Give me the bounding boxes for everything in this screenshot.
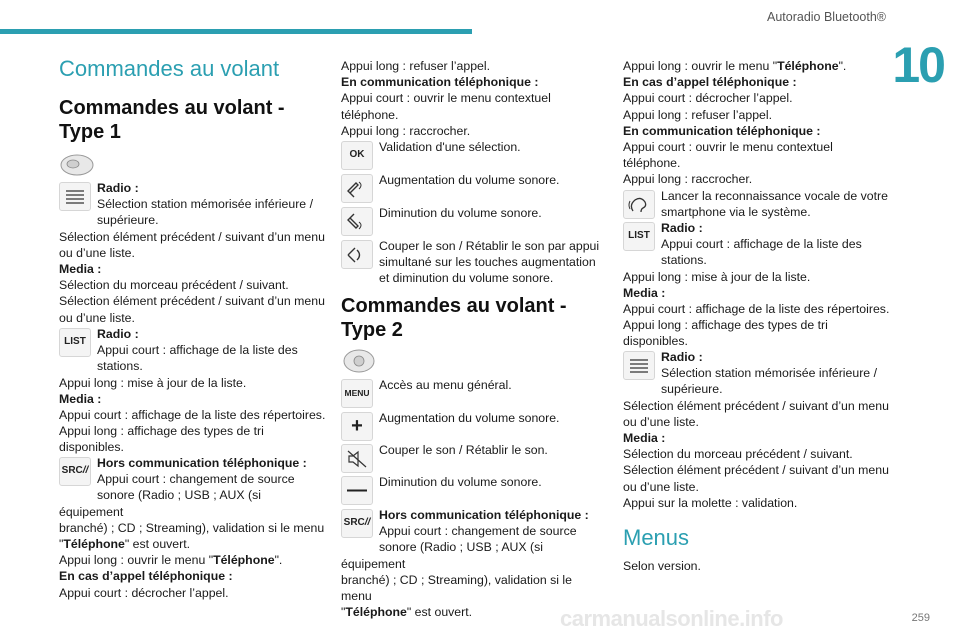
text-line: ou d’une liste.: [623, 479, 699, 494]
minus-block: [341, 474, 606, 507]
text-line: Selon version.: [623, 559, 701, 573]
subsection-title-type2: [341, 294, 567, 342]
voldown-block: [341, 205, 606, 238]
text-line: téléphone.: [341, 107, 399, 122]
text-line: Accès au menu général.: [379, 378, 512, 392]
src-label: Hors communication téléphonique :: [97, 456, 307, 470]
watermark: carmanualsonline.info: [560, 606, 783, 631]
text-line: Lancer la reconnaissance vocale de votre: [661, 189, 888, 203]
text-line: Sélection élément précédent / suivant d’un menu: [59, 229, 325, 244]
text-line: Appui sur la molette : validation.: [623, 495, 798, 510]
media-label: Media :: [623, 431, 666, 446]
text-line: Appui court : affichage de la liste des répertoires.: [59, 408, 326, 423]
list-block: [59, 326, 327, 456]
text-line: branché) ; CD ; Streaming), validation si le menu: [341, 572, 573, 604]
page-header-title: Autoradio Bluetooth®: [766, 10, 886, 24]
section-title: Commandes au volant: [59, 56, 280, 81]
plus-icon: +: [341, 412, 373, 441]
voice-recognition-icon: [623, 190, 655, 219]
volume-up-icon: [341, 174, 373, 203]
text-line: disponibles.: [59, 440, 124, 455]
text-line: Appui long : raccrocher.: [341, 123, 471, 138]
text-line: Appui long : affichage des types de tri: [59, 424, 264, 439]
radio-label: Radio :: [97, 181, 139, 195]
radio3-block: [623, 349, 893, 511]
text-line: simultané sur les touches augmentation: [379, 255, 596, 270]
radio-label: Radio :: [97, 327, 139, 341]
text-line: Couper le son / Rétablir le son.: [379, 443, 548, 457]
steering-control-type2-icon: [341, 348, 377, 374]
text-line: smartphone via le système.: [661, 205, 811, 220]
text-line: Appui court : changement de source: [379, 524, 577, 539]
src-icon-label: SRC: [61, 465, 83, 477]
src-icon-label: SRC: [343, 517, 365, 529]
mute-combo-icon: [341, 240, 373, 269]
text-line: Validation d'une sélection.: [379, 140, 521, 154]
comm-label: En communication téléphonique :: [623, 123, 821, 138]
text-line: Diminution du volume sonore.: [379, 475, 542, 489]
menus-block: [623, 558, 893, 574]
volup-block: [341, 172, 606, 205]
ok-block: [341, 139, 606, 172]
text-line: Appui court : ouvrir le menu contextuel: [341, 91, 551, 106]
src-button-icon: SRC //: [59, 457, 91, 486]
thumbwheel-icon: [623, 351, 655, 380]
text-line: "Téléphone" est ouvert.: [59, 537, 191, 552]
volume-down-icon: [341, 207, 373, 236]
call-label: En cas d’appel téléphonique :: [623, 75, 797, 90]
text-line: Appui long : mise à jour de la liste.: [59, 375, 247, 390]
text-line: sonore (Radio ; USB ; AUX (si équipement: [341, 540, 544, 571]
subsection-title-type1: [59, 96, 285, 144]
plus-block: [341, 410, 606, 443]
text-line: Sélection du morceau précédent / suivant.: [623, 447, 853, 462]
steering-control-type1-icon: [59, 152, 95, 178]
text-line: Appui court : décrocher l’appel.: [59, 585, 229, 600]
text-line: Augmentation du volume sonore.: [379, 173, 560, 187]
text-line: Appui court : affichage de la liste des: [661, 237, 862, 252]
text-line: sonore (Radio ; USB ; AUX (si équipement: [59, 488, 262, 519]
text-line: téléphone.: [623, 156, 681, 171]
minus-icon: —: [341, 476, 373, 505]
text-line: "Téléphone" est ouvert.: [341, 605, 473, 620]
src-button-icon: SRC //: [341, 509, 373, 538]
text-line: ou d’une liste.: [59, 245, 135, 260]
list-button-icon: LIST: [623, 222, 655, 251]
list-button-icon: LIST: [59, 328, 91, 357]
subtitle-line: Commandes au volant -: [59, 97, 285, 119]
text-line: Sélection station mémorisée inférieure /: [97, 197, 313, 212]
text-line: Diminution du volume sonore.: [379, 206, 542, 220]
media-label: Media :: [59, 262, 102, 277]
subtitle-line: Type 2: [341, 319, 403, 341]
call-label: En cas d’appel téléphonique :: [59, 569, 233, 584]
text-line: et diminution du volume sonore.: [379, 271, 554, 286]
voice-block: [623, 188, 893, 221]
text-line: Appui long : refuser l’appel.: [623, 107, 773, 122]
subtitle-line: Type 1: [59, 121, 121, 143]
text-line: stations.: [97, 359, 143, 374]
text-line: stations.: [661, 253, 707, 268]
text-line: Appui court : affichage de la liste des répertoires.: [623, 302, 890, 317]
text-line: supérieure.: [97, 213, 159, 228]
header-accent-bar: [0, 29, 472, 34]
text-line: Appui long : affichage des types de tri: [623, 318, 828, 333]
menus-title: Menus: [623, 525, 690, 550]
phone-block: [623, 58, 893, 188]
text-line: Appui court : affichage de la liste des: [97, 343, 298, 358]
list3-block: [623, 220, 893, 350]
text-line: Appui long : refuser l’appel.: [341, 59, 491, 73]
text-line: Appui long : raccrocher.: [623, 172, 753, 187]
text-line: Appui court : décrocher l’appel.: [623, 91, 793, 106]
text-line: Appui long : ouvrir le menu "Téléphone".: [623, 59, 847, 73]
src-label: Hors communication téléphonique :: [379, 508, 589, 522]
subtitle-line: Commandes au volant -: [341, 295, 567, 317]
text-line: Appui court : ouvrir le menu contextuel: [623, 140, 833, 155]
chapter-number: 10: [892, 37, 944, 93]
radio-label: Radio :: [661, 221, 703, 235]
text-line: Sélection station mémorisée inférieure /: [661, 366, 877, 381]
text-line: branché) ; CD ; Streaming), validation si le menu: [59, 520, 325, 535]
text-line: Augmentation du volume sonore.: [379, 411, 560, 425]
mute-block: [341, 238, 606, 287]
text-line: Sélection élément précédent / suivant d’un menu: [59, 294, 325, 309]
text-line: ou d’une liste.: [623, 414, 699, 429]
mute2-block: [341, 442, 606, 475]
src2-block: [341, 507, 606, 620]
page-number: 259: [911, 612, 930, 624]
text-line: Sélection élément précédent / suivant d’un menu: [623, 398, 889, 413]
ok-button-icon: OK: [341, 141, 373, 170]
src-block: [59, 455, 327, 601]
text-line: ou d’une liste.: [59, 310, 135, 325]
text-line: Sélection élément précédent / suivant d’un menu: [623, 463, 889, 478]
text-line: Appui long : ouvrir le menu "Téléphone".: [59, 553, 283, 568]
text-line: supérieure.: [661, 382, 723, 397]
text-line: disponibles.: [623, 334, 688, 349]
text-line: Appui long : mise à jour de la liste.: [623, 269, 811, 284]
menu-block: [341, 377, 606, 410]
media-label: Media :: [623, 285, 666, 300]
menu-button-icon: MENU: [341, 379, 373, 408]
radio-label: Radio :: [661, 350, 703, 364]
speaker-mute-icon: [341, 444, 373, 473]
call-continued-block: [341, 58, 606, 139]
text-line: Couper le son / Rétablir le son par appui: [379, 239, 600, 253]
comm-label: En communication téléphonique :: [341, 75, 539, 90]
media-label: Media :: [59, 391, 102, 406]
radio-block: [59, 180, 327, 326]
text-line: Appui court : changement de source: [97, 472, 295, 487]
text-line: Sélection du morceau précédent / suivant.: [59, 278, 289, 293]
thumbwheel-icon: [59, 182, 91, 211]
